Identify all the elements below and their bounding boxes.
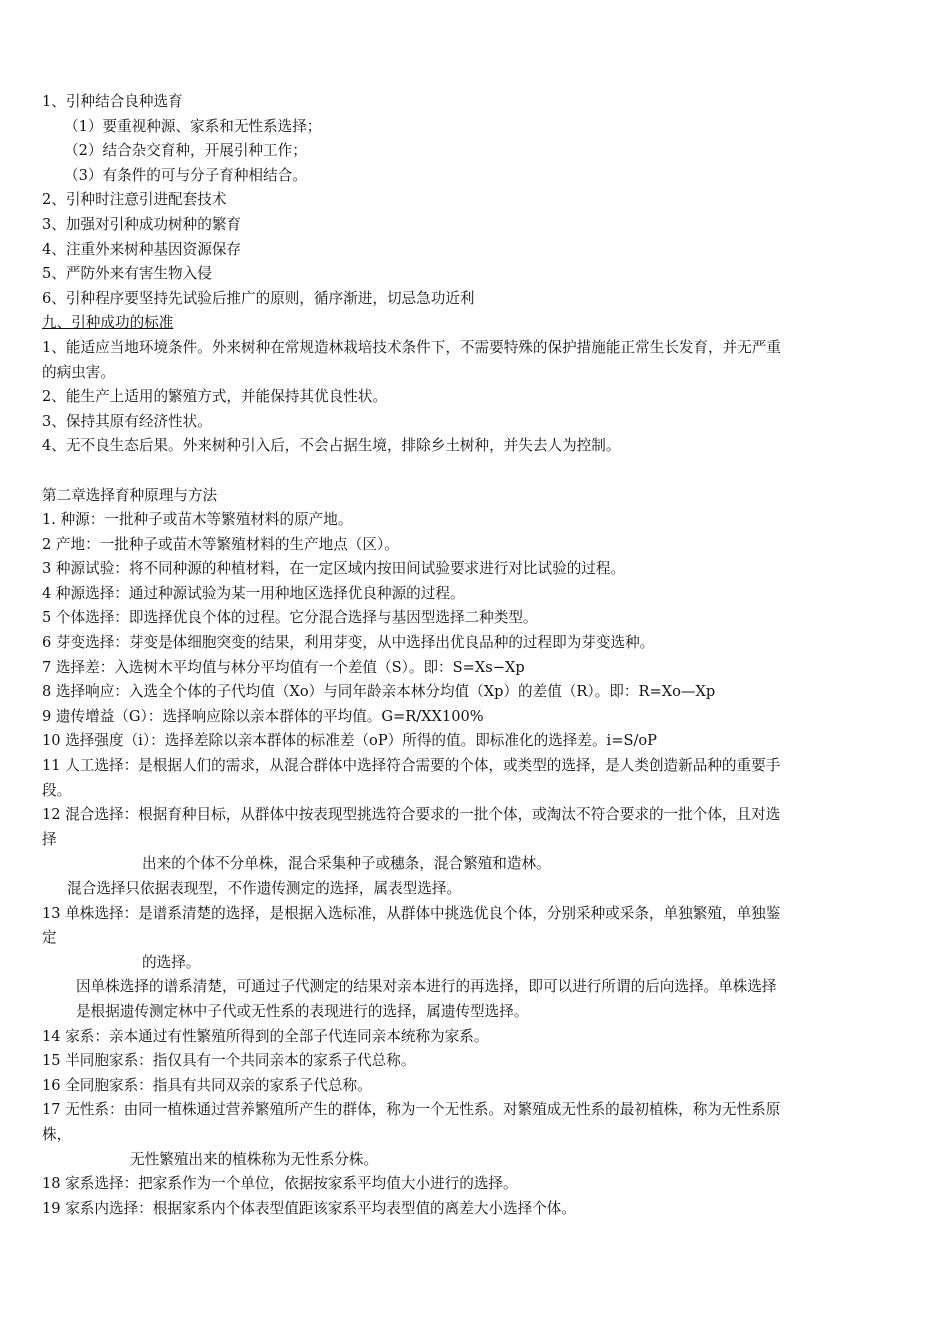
definition-continuation: 段。: [42, 781, 72, 799]
list-item: 4、注重外来树种基因资源保存: [42, 240, 242, 258]
definition-item: 7 选择差：入选树木平均值与林分平均值有一个差值（S）。即：S=Xs−Xp: [42, 658, 525, 676]
definition-continuation: 的选择。: [142, 953, 201, 971]
list-item: 6、引种程序要坚持先试验后推广的原则，循序渐进，切忌急功近利: [42, 289, 475, 307]
definition-item: 1. 种源：一批种子或苗木等繁殖材料的原产地。: [42, 511, 353, 529]
blank-line: [42, 459, 904, 484]
section-heading: 九、引种成功的标准: [42, 314, 174, 332]
list-item-continuation: 的病虫害。: [42, 363, 115, 381]
list-item: 3、保持其原有经济性状。: [42, 412, 212, 430]
sub-list-item: （2）结合杂交育种，开展引种工作；: [64, 142, 307, 160]
definition-item: 10 选择强度（i）：选择差除以亲本群体的标准差（oP）所得的值。即标准化的选择差。i=S/oP: [42, 732, 657, 750]
document-page: [42, 90, 904, 1221]
definition-item: 13 单株选择：是谱系清楚的选择，是根据入选标准，从群体中挑选优良个体，分别采种或采条，单独繁殖，单独鉴: [42, 904, 781, 922]
definition-item: 15 半同胞家系：指仅具有一个共同亲本的家系子代总称。: [42, 1052, 416, 1070]
definition-note: 混合选择只依据表现型，不作遗传测定的选择，属表型选择。: [67, 880, 462, 897]
definition-item: 18 家系选择：把家系作为一个单位，依据按家系平均值大小进行的选择。: [42, 1175, 518, 1193]
definition-continuation: 择: [42, 830, 57, 848]
chapter-title: 第二章选择育种原理与方法: [42, 486, 218, 504]
definition-item: 16 全同胞家系：指具有共同双亲的家系子代总称。: [42, 1076, 372, 1094]
definition-note: 因单株选择的谱系清楚，可通过子代测定的结果对亲本进行的再选择，即可以进行所谓的后向选择。单株选择: [76, 978, 777, 996]
list-item: 4、无不良生态后果。外来树种引入后，不会占据生境，排除乡土树种，并失去人为控制。: [42, 437, 621, 455]
list-item: 2、能生产上适用的繁殖方式，并能保持其优良性状。: [42, 388, 387, 406]
definition-item: 12 混合选择：根据育种目标，从群体中按表现型挑选符合要求的一批个体，或淘汰不符合要求的一批个体，且对选: [42, 806, 781, 824]
definition-item: 5 个体选择：即选择优良个体的过程。它分混合选择与基因型选择二种类型。: [42, 609, 538, 627]
definition-item: 4 种源选择：通过种源试验为某一用种地区选择优良种源的过程。: [42, 584, 465, 602]
definition-item: 6 芽变选择：芽变是体细胞突变的结果，利用芽变，从中选择出优良品种的过程即为芽变选种。: [42, 634, 655, 652]
definition-item: 19 家系内选择：根据家系内个体表型值距该家系平均表型值的离差大小选择个体。: [42, 1199, 576, 1217]
definition-note: 是根据遗传测定林中子代或无性系的表现进行的选择，属遗传型选择。: [76, 1002, 529, 1020]
list-item: 1、能适应当地环境条件。外来树种在常规造林栽培技术条件下，不需要特殊的保护措施能正常生长发育，并无严重: [42, 338, 781, 356]
definition-continuation: 定: [42, 929, 57, 947]
sub-list-item: （1）要重视种源、家系和无性系选择；: [64, 117, 322, 135]
definition-item: 14 家系：亲本通过有性繁殖所得到的全部子代连同亲本统称为家系。: [42, 1027, 489, 1045]
list-item: 2、引种时注意引进配套技术: [42, 191, 227, 209]
definition-item: 3 种源试验：将不同种源的种植材料，在一定区域内按田间试验要求进行对比试验的过程。: [42, 560, 626, 578]
definition-continuation: 出来的个体不分单株，混合采集种子或穗条，混合繁殖和造林。: [142, 855, 551, 873]
definition-continuation: 无性繁殖出来的植株称为无性系分株。: [130, 1150, 379, 1168]
list-item: 3、加强对引种成功树种的繁育: [42, 215, 242, 233]
definition-item: 2 产地：一批种子或苗木等繁殖材料的生产地点（区）。: [42, 535, 399, 553]
list-item: 5、严防外来有害生物入侵: [42, 265, 212, 283]
definition-item: 17 无性系：由同一植株通过营养繁殖所产生的群体，称为一个无性系。对繁殖成无性系的最初植株，称为无性系原: [42, 1101, 781, 1119]
sub-list-item: （3）有条件的可与分子育种相结合。: [64, 166, 307, 184]
list-item: 1、引种结合良种选育: [42, 93, 183, 110]
definition-item: 8 选择响应：入选全个体的子代均值（Xo）与同年龄亲本林分均值（Xp）的差值（R）。即：R=Xo—Xp: [42, 683, 716, 701]
definition-continuation: 株，: [42, 1125, 72, 1143]
definition-item: 9 遗传增益（G）：选择响应除以亲本群体的平均值。G=R/XX100%: [42, 707, 484, 725]
definition-item: 11 人工选择：是根据人们的需求，从混合群体中选择符合需要的个体，或类型的选择，是人类创造新品种的重要手: [42, 757, 781, 775]
